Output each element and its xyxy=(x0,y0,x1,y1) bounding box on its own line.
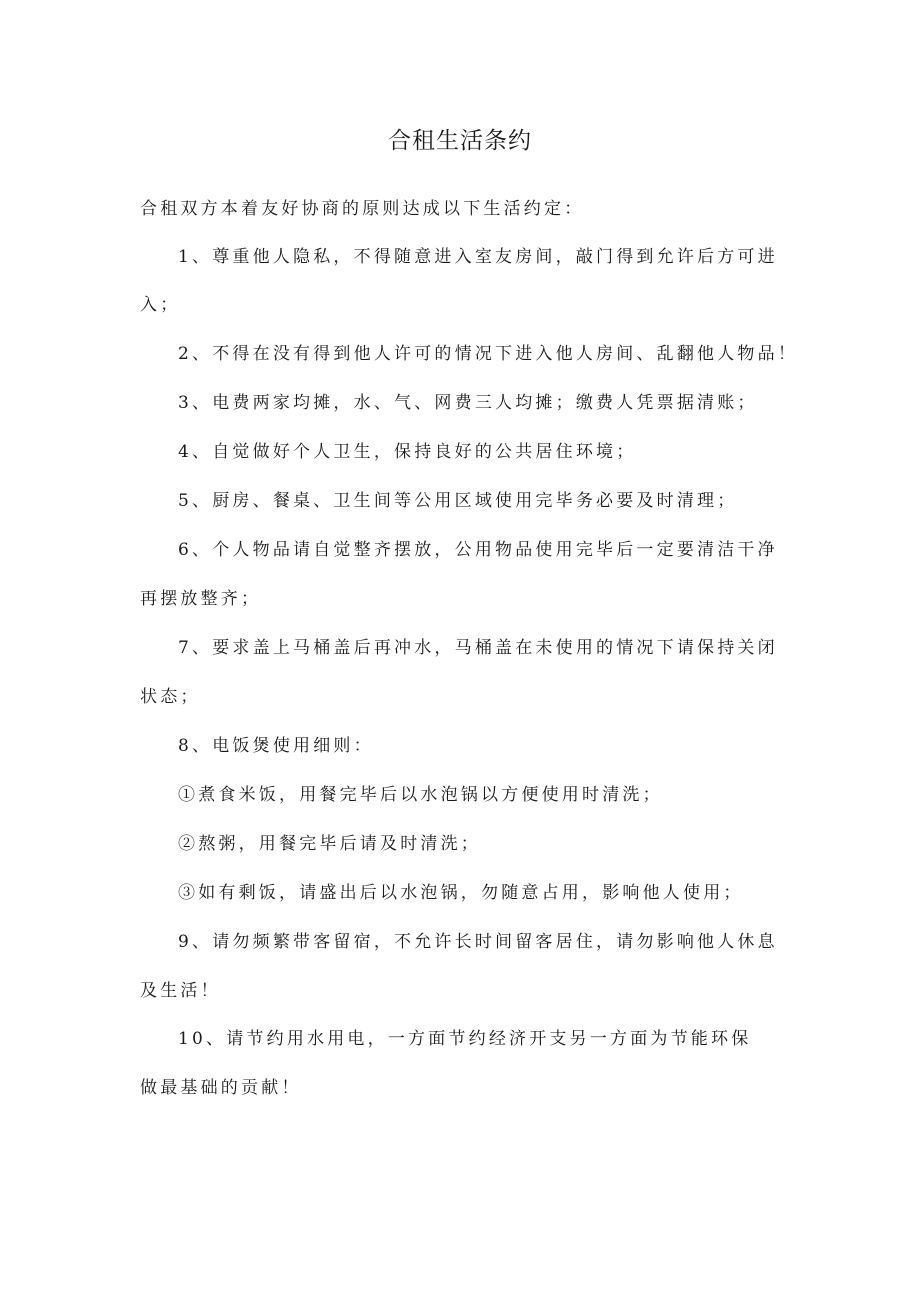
clause-9-line-2: 及生活！ xyxy=(140,981,221,1001)
clause-8-sub-2: ②熬粥，用餐完毕后请及时清洗； xyxy=(178,834,481,854)
clause-10-line-1: 10、请节约用水用电，一方面节约经济开支另一方面为节能环保 xyxy=(178,1029,752,1049)
clause-6-line-2: 再摆放整齐； xyxy=(140,589,262,609)
intro-text: 合租双方本着友好协商的原则达成以下生活约定： xyxy=(140,199,585,219)
clause-9-line-1: 9、请勿频繁带客留宿，不允许长时间留客居住，请勿影响他人休息 xyxy=(178,932,778,952)
clause-1-line-2: 入； xyxy=(140,295,181,315)
clause-8-sub-1: ①煮食米饭，用餐完毕后以水泡锅以方便使用时清洗； xyxy=(178,785,663,805)
document-title: 合租生活条约 xyxy=(388,128,532,154)
clause-6-line-1: 6、个人物品请自觉整齐摆放，公用物品使用完毕后一定要清洁干净 xyxy=(178,540,778,560)
clause-3-line-1: 3、电费两家均摊，水、气、网费三人均摊；缴费人凭票据清账； xyxy=(178,393,758,413)
clause-7-line-2: 状态； xyxy=(140,687,201,707)
clause-5-line-1: 5、厨房、餐桌、卫生间等公用区域使用完毕务必要及时清理； xyxy=(178,491,738,511)
clause-1-line-1: 1、尊重他人隐私，不得随意进入室友房间，敲门得到允许后方可进 xyxy=(178,247,778,267)
clause-4-line-1: 4、自觉做好个人卫生，保持良好的公共居住环境； xyxy=(178,442,637,462)
clause-2-line-1: 2、不得在没有得到他人许可的情况下进入他人房间、乱翻他人物品！ xyxy=(178,344,799,364)
clause-8-line-1: 8、电饭煲使用细则： xyxy=(178,736,374,756)
clause-7-line-1: 7、要求盖上马桶盖后再冲水，马桶盖在未使用的情况下请保持关闭 xyxy=(178,638,778,658)
clause-8-sub-3: ③如有剩饭，请盛出后以水泡锅，勿随意占用，影响他人使用； xyxy=(178,883,744,903)
clause-10-line-2: 做最基础的贡献！ xyxy=(140,1078,302,1098)
